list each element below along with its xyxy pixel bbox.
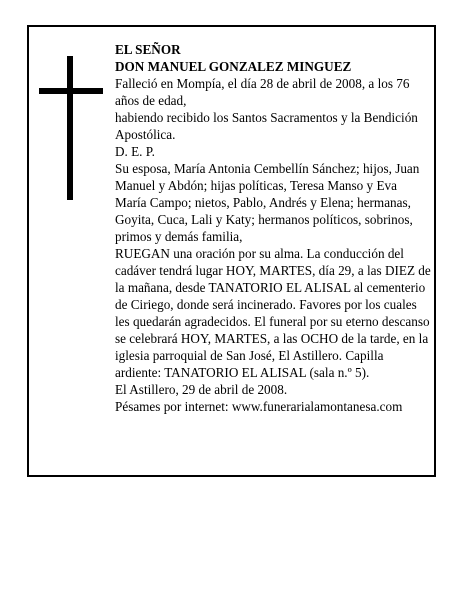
family-list: Su esposa, María Antonia Cembellín Sánchez; hijos, Juan Manuel y Abdón; hijas políticas, Teresa Manso y Eva María Campo; nietos, Pablo, Andrés y Elena; hermanas, Goyita, Cuca, Lali y Katy; hermanos políticos, sobrinos, primos y demás familia, [115, 161, 420, 244]
death-statement: Falleció en Mompía, el día 28 de abril de 2008, a los 76 años de edad, [115, 76, 410, 108]
place-date: El Astillero, 29 de abril de 2008. [115, 382, 288, 397]
cross-icon [39, 56, 103, 200]
rip-line: D. E. P. [115, 144, 155, 159]
deceased-name: DON MANUEL GONZALEZ MINGUEZ [115, 59, 352, 74]
notice-text [115, 41, 431, 415]
obituary-notice [27, 25, 436, 477]
ceremony-details: RUEGAN una oración por su alma. La conducción del cadáver tendrá lugar HOY, MARTES, día 29, a las DIEZ de la mañana, desde TANATORIO EL ALISAL al cementerio de Ciriego, donde será incinerado. Favores por los cuales les quedarán agradecidos. El funeral por su eterno descanso se celebrará HOY, MARTES, a las OCHO de la tarde, en la iglesia parroquial de San José, El Astillero. Capilla ardiente: TANATORIO EL ALISAL (sala n.º 5). [115, 246, 431, 380]
sacraments-statement: habiendo recibido los Santos Sacramentos y la Bendición Apostólica. [115, 110, 418, 142]
cross-vertical-bar [67, 56, 73, 200]
heading-title: EL SEÑOR [115, 42, 181, 57]
condolences-line: Pésames por internet: www.funerarialamontanesa.com [115, 399, 403, 414]
cross-horizontal-bar [39, 88, 103, 94]
